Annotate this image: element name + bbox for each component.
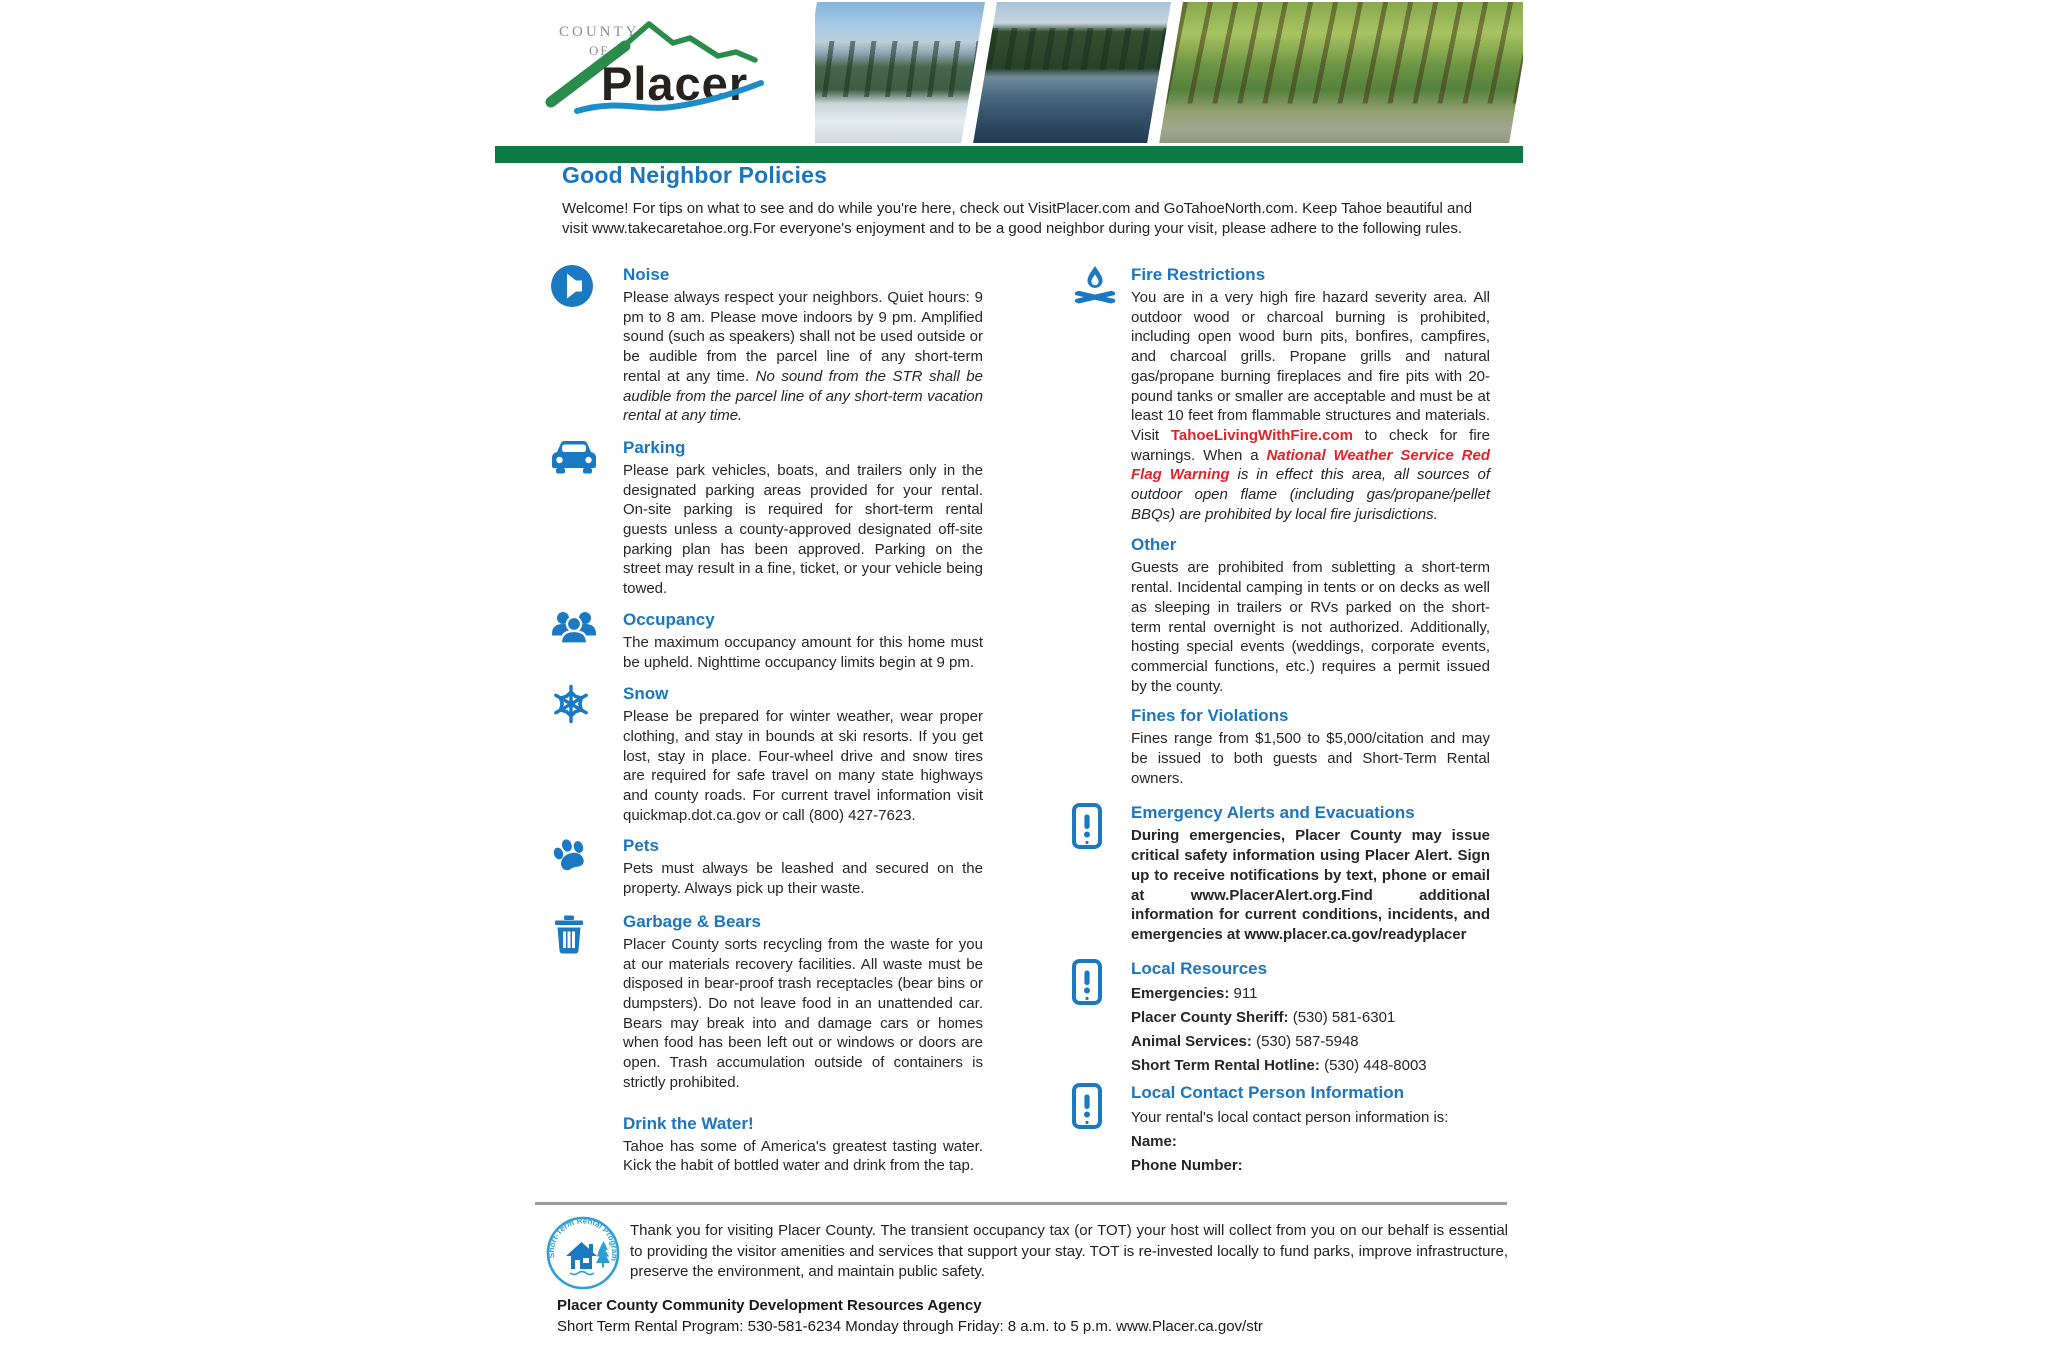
green-divider-bar (495, 146, 1523, 163)
phone-alert-icon (1072, 1083, 1131, 1178)
header-photo-strip (815, 2, 1523, 143)
section-heading: Pets (623, 836, 659, 856)
section-text: Guests are prohibited from subletting a short-term rental. Incidental camping in tents or on decks as well as sleeping in trailers or RVs parked on the short-term rental overnight is not authorized. Additionally, hosting special events (weddings, corporate events, commercial functions, etc.) requires a permit issued by the county. (1131, 559, 1490, 695)
section-content (623, 265, 983, 426)
info-line (1131, 1030, 1490, 1054)
section-water (551, 1114, 983, 1176)
stamp-pine-tree (596, 1241, 610, 1268)
logo-county-text: COUNTY (559, 24, 640, 40)
section-text: You are in a very high fire hazard severity area. All outdoor wood or charcoal burning is prohibited, including open wood burn pits, bonfires, campfires, and charcoal grills. Propane grills and natural gas/propane burning fireplaces and fire pits with 20-pound tanks or smaller are acceptable and must be at least 10 feet from flammable structures and materials. Visit TahoeLivingWithFire.com to check for fire warnings. When a National Weather Service Red Flag Warning is in effect this area, all sources of outdoor open flame (including gas/propane/pellet BBQs) are prohibited by local fire jurisdictions. (1131, 289, 1490, 523)
section-content (1131, 265, 1490, 524)
section-content (1131, 535, 1490, 696)
section-text: During emergencies, Placer County may issue critical safety information using Placer Alert. Sign up to receive notifications by text, phone or email at www.PlacerAlert.org.Find additional information for current conditions, incidents, and emergencies at www.placer.ca.gov/readyplacer (1131, 827, 1490, 943)
section-heading: Local Contact Person Information (1131, 1082, 1404, 1102)
section-alerts (1072, 803, 1490, 944)
section-parking (551, 438, 983, 599)
section-text: The maximum occupancy amount for this home must be upheld. Nighttime occupancy limits begin at 9 pm. (623, 633, 983, 671)
icon-spacer (1072, 535, 1131, 696)
info-line-label: Short Term Rental Hotline: (1131, 1056, 1320, 1074)
placer-county-logo (545, 10, 789, 122)
logo-placer-text: Placer (601, 57, 749, 110)
section-content (1131, 959, 1490, 1078)
info-line-label: Emergencies: (1131, 984, 1230, 1002)
section-heading: Fire Restrictions (1131, 265, 1266, 284)
info-line-label: Placer County Sheriff: (1131, 1008, 1289, 1026)
lake-cabin-photo (973, 2, 1171, 143)
section-text: Please park vehicles, boats, and trailers only in the designated parking areas provided for your rental. On-site parking is required for short-term rental guests unless a county-approved designated off-site parking plan has been approved. Parking on the street may result in a fine, ticket, or your vehicle being towed. (623, 461, 983, 598)
section-fines (1072, 706, 1490, 788)
info-line-value: (530) 581-6301 (1288, 1008, 1396, 1026)
stamp-squiggle (570, 1272, 594, 1275)
section-contact (1072, 1083, 1490, 1178)
section-heading: Drink the Water! (623, 1113, 754, 1133)
section-heading: Noise (623, 265, 670, 284)
info-line-label: Phone Number: (1131, 1156, 1243, 1174)
phone-alert-icon (1072, 959, 1131, 1078)
section-text: Tahoe has some of America's greatest tasting water. Kick the habit of bottled water and drink from the tap. (623, 1137, 983, 1175)
section-text: Please always respect your neighbors. Quiet hours: 9 pm to 8 am. Please move indoors by 9 pm. Amplified sound (such as speakers) shall not be used outside or be audible from the parcel line of any short-term rental at any time. No sound from the STR shall be audible from the parcel line of any short-term vacation rental at any time. (623, 289, 983, 425)
section-heading: Fines for Violations (1131, 706, 1289, 726)
section-occupancy (551, 610, 983, 672)
section-snow (551, 684, 983, 825)
section-resources (1072, 959, 1490, 1078)
section-text: Please be prepared for winter weather, wear proper clothing, and stay in bounds at ski resorts. If you get lost, stay in place. Four-wheel drive and snow tires are required for safe travel on many state highways and county roads. For current travel information visit quickmap.dot.ca.gov or call (800) 427-7623. (623, 708, 983, 824)
section-content (623, 1114, 983, 1176)
icon-spacer (1072, 706, 1131, 788)
section-text: Placer County sorts recycling from the waste for you at our materials recovery facilities. All waste must be disposed in bear-proof trash receptacles (bear bins or dumpsters). Do not leave food in an unattended car. Bears may break into and damage cars or homes when food has been left out or windows or doors are open. Trash accumulation outside of containers is strictly prohibited. (623, 935, 983, 1091)
info-line (1131, 982, 1490, 1006)
people-icon (551, 610, 623, 672)
phone-alert-icon (1072, 803, 1131, 944)
section-text: Pets must always be leashed and secured on the property. Always pick up their waste. (623, 860, 983, 898)
section-content (623, 836, 983, 898)
info-line-value: 911 (1229, 984, 1258, 1002)
info-line-value: (530) 448-8003 (1319, 1056, 1427, 1074)
icon-spacer (551, 1114, 623, 1176)
section-heading: Snow (623, 684, 669, 704)
section-content (623, 438, 983, 599)
section-text: Fines range from $1,500 to $5,000/citation and may be issued to both guests and Short-Term Rental owners. (1131, 730, 1490, 787)
info-line-value: (530) 587-5948 (1251, 1032, 1359, 1050)
info-line (1131, 1154, 1490, 1178)
stamp-arc-text: Short-Term Rental Program (546, 1216, 620, 1262)
section-heading: Occupancy (623, 609, 715, 629)
paw-icon (551, 836, 623, 898)
section-content (1131, 706, 1490, 788)
intro-paragraph: Welcome! For tips on what to see and do while you're here, check out VisitPlacer.com and GoTahoeNorth.com. Keep Tahoe beautiful and visit www.takecaretahoe.org.For everyone's enjoyment and to be a good neighbor during your visit, please adhere to the following rules. (562, 200, 1473, 237)
logo-of-text: OF (589, 43, 610, 58)
snowy-village-photo (815, 2, 985, 143)
info-line (1131, 1054, 1490, 1078)
section-content (623, 912, 983, 1093)
agency-name: Placer County Community Development Resources Agency (557, 1297, 982, 1314)
right-column (1072, 265, 1490, 1178)
section-heading: Emergency Alerts and Evacuations (1131, 803, 1415, 823)
footer-divider (535, 1202, 1507, 1205)
section-content (623, 684, 983, 825)
section-heading: Local Resources (1131, 958, 1268, 978)
section-heading: Garbage & Bears (623, 911, 761, 931)
speaker-icon (551, 265, 623, 426)
section-garbage (551, 912, 983, 1093)
car-icon (551, 438, 623, 599)
page-title: Good Neighbor Policies (562, 162, 828, 188)
forest-photo (1159, 2, 1523, 143)
info-line-label: Name: (1131, 1132, 1177, 1150)
info-line (1131, 1130, 1490, 1154)
campfire-icon (1072, 265, 1131, 524)
program-contact-line: Short Term Rental Program: 530-581-6234 Monday through Friday: 8 a.m. to 5 p.m. www.Placer.ca.gov/str (557, 1318, 1263, 1335)
section-content (1131, 803, 1490, 944)
section-other (1072, 535, 1490, 696)
trash-icon (551, 912, 623, 1093)
section-pets (551, 836, 983, 898)
section-content (1131, 1083, 1490, 1178)
info-line-label: Animal Services: (1131, 1032, 1252, 1050)
section-noise (551, 265, 983, 426)
snowflake-icon (551, 684, 623, 825)
left-column (551, 265, 983, 1176)
section-fire (1072, 265, 1490, 524)
info-line (1131, 1006, 1490, 1030)
info-line (1131, 1106, 1490, 1130)
section-heading: Parking (623, 437, 686, 457)
section-heading: Other (1131, 535, 1177, 555)
info-line-value: Your rental's local contact person information is: (1131, 1108, 1449, 1126)
thank-you-paragraph: Thank you for visiting Placer County. The transient occupancy tax (or TOT) your host will collect from you on our behalf is essential to providing the visitor amenities and services that support your stay. TOT is re-invested locally to fund parks, improve infrastructure, preserve the environment, and maintain public safety. (630, 1222, 1508, 1280)
stamp-cabin-icon (566, 1241, 610, 1275)
short-term-rental-program-stamp (544, 1214, 622, 1292)
section-content (623, 610, 983, 672)
